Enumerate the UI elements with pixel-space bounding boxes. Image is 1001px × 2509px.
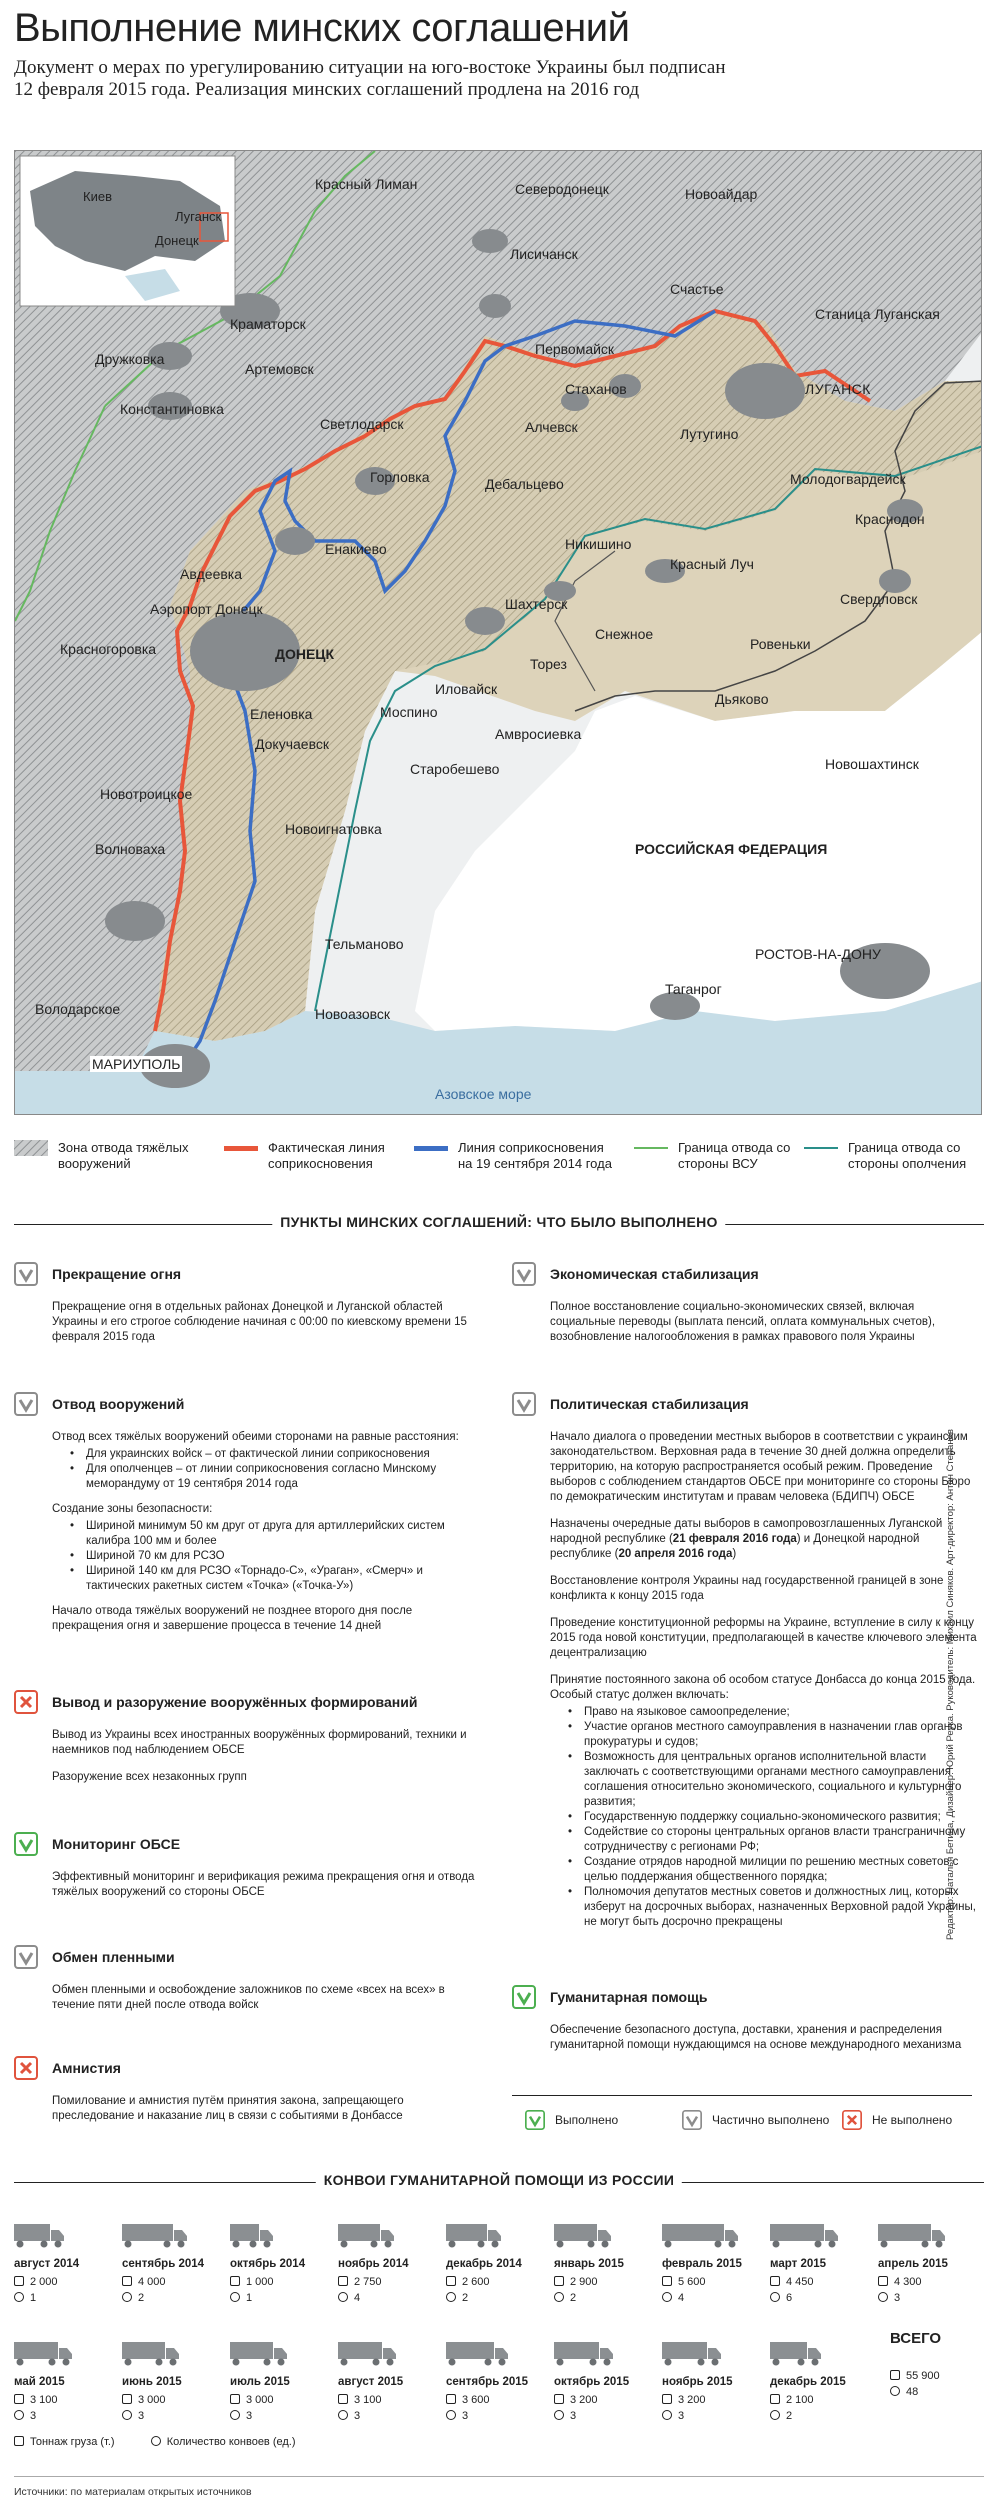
convoy-tons: 2 000 (14, 2276, 58, 2288)
status-partial-icon (14, 1262, 38, 1286)
city-label: Новоазовск (315, 1006, 391, 1022)
convoy-month: январь 2015 (554, 2258, 624, 2270)
convoy-month: октябрь 2015 (554, 2376, 630, 2388)
status-partial-icon (512, 1392, 536, 1416)
city-label: Артемовск (245, 361, 314, 377)
convoy-card (230, 2340, 330, 2424)
city-label: Аэропорт Донецк (150, 601, 263, 617)
convoy-count-icon (662, 2410, 672, 2420)
convoy-month: сентябрь 2015 (446, 2376, 529, 2388)
convoy-month: февраль 2015 (662, 2258, 742, 2270)
city-label: Иловайск (435, 681, 498, 697)
city-label: Краматорск (230, 316, 306, 332)
city-label: Таганрог (665, 981, 722, 997)
convoy-count: 4 (338, 2292, 360, 2304)
city-label: Авдеевка (180, 566, 243, 582)
convoy-tons: 2 100 (770, 2394, 814, 2406)
convoy-card (554, 2222, 654, 2306)
convoy-month: август 2014 (14, 2258, 80, 2270)
convoy-card (14, 2340, 114, 2424)
convoy-count: 3 (554, 2410, 576, 2422)
convoy-count: 2 (554, 2292, 576, 2304)
tonnage-icon (446, 2276, 456, 2286)
city-label: Дебальцево (485, 476, 564, 492)
truck-icon (14, 2222, 64, 2248)
convoy-card (554, 2340, 654, 2424)
convoy-month: май 2015 (14, 2376, 65, 2388)
convoy-tons: 3 100 (14, 2394, 58, 2406)
convoy-count-icon (446, 2292, 456, 2302)
status-not-done-icon (14, 2056, 38, 2080)
city-label: Свердловск (840, 591, 918, 607)
convoys-section-header: КОНВОИ ГУМАНИТАРНОЙ ПОМОЩИ ИЗ РОССИИ (14, 2172, 984, 2192)
status-legend-divider (512, 2095, 972, 2096)
convoy-card (338, 2222, 438, 2306)
hatch-swatch-icon (14, 1140, 48, 1156)
convoy-count: 1 (230, 2292, 252, 2304)
truck-icon (230, 2222, 273, 2248)
convoy-count: 2 (122, 2292, 144, 2304)
convoy-card (338, 2340, 438, 2424)
convoy-count-icon (554, 2292, 564, 2302)
city-label: Моспино (380, 704, 438, 720)
convoy-tons: 1 000 (230, 2276, 274, 2288)
tonnage-icon (230, 2276, 240, 2286)
map-canvas (15, 151, 982, 1115)
status-partial-icon (512, 1262, 536, 1286)
tonnage-icon (122, 2394, 132, 2404)
convoy-card (14, 2222, 114, 2306)
page-subtitle: Документ о мерах по урегулированию ситуации на юго-востоке Украины был подписан 12 февраля 2015 года. Реализация минских соглашений продлена на 2016 год (14, 57, 726, 100)
convoy-count: 2 (446, 2292, 468, 2304)
convoy-tons: 4 300 (878, 2276, 922, 2288)
convoy-count: 3 (338, 2410, 360, 2422)
city-label: Станица Луганская (815, 306, 940, 322)
city-label: Снежное (595, 626, 654, 642)
convoy-card (662, 2340, 762, 2424)
city-label: ЛУГАНСК (805, 381, 871, 397)
tonnage-icon (554, 2276, 564, 2286)
convoy-month: апрель 2015 (878, 2258, 948, 2270)
convoy-month: октябрь 2014 (230, 2258, 306, 2270)
convoy-count-icon (122, 2410, 132, 2420)
teal-line-swatch-icon (804, 1147, 838, 1149)
page-title: Выполнение минских соглашений (14, 6, 630, 50)
source-note: Источники: по материалам открытых источников (14, 2486, 252, 2498)
city-label: Горловка (370, 469, 430, 485)
convoy-tons: 3 200 (662, 2394, 706, 2406)
city-label: Новоигнатовка (285, 821, 382, 837)
map (14, 150, 982, 1115)
convoy-count: 6 (770, 2292, 792, 2304)
tonnage-icon (338, 2394, 348, 2404)
convoy-tons: 5 600 (662, 2276, 706, 2288)
city-label: Алчевск (525, 419, 578, 435)
convoy-legend: Тоннаж груза (т.) Количество конвоев (ед.) (14, 2436, 296, 2448)
city-label: Дьяково (715, 691, 769, 707)
convoy-card (662, 2222, 762, 2306)
convoy-tons: 4 000 (122, 2276, 166, 2288)
convoy-count: 3 (122, 2410, 144, 2422)
tonnage-icon (878, 2276, 888, 2286)
points-section-header: ПУНКТЫ МИНСКИХ СОГЛАШЕНИЙ: ЧТО БЫЛО ВЫПОЛНЕНО (14, 1214, 984, 1234)
convoy-count-icon (878, 2292, 888, 2302)
convoy-card (230, 2222, 330, 2306)
tonnage-icon (662, 2276, 672, 2286)
city-label: Красный Лиман (315, 176, 418, 192)
truck-icon (770, 2222, 838, 2248)
status-done-icon (14, 1832, 38, 1856)
truck-icon (446, 2222, 501, 2248)
city-label: Володарское (35, 1001, 121, 1017)
city-label: Енакиево (325, 541, 387, 557)
city-label: Молодогвардейск (790, 471, 906, 487)
convoy-card (878, 2222, 978, 2306)
tonnage-icon (446, 2394, 456, 2404)
convoy-count-icon (554, 2410, 564, 2420)
convoy-tons: 2 600 (446, 2276, 490, 2288)
inset-label-donetsk: Донецк (155, 233, 199, 248)
city-label: Докучаевск (255, 736, 329, 752)
city-label: Тельманово (325, 936, 404, 952)
city-label: Торез (530, 656, 567, 672)
convoy-count: 3 (662, 2410, 684, 2422)
convoy-tons: 3 000 (230, 2394, 274, 2406)
city-label: Лисичанск (510, 246, 578, 262)
convoy-count: 3 (14, 2410, 36, 2422)
truck-icon (554, 2222, 611, 2248)
convoy-count-icon (151, 2436, 161, 2446)
city-label: РОСТОВ-НА-ДОНУ (755, 946, 881, 962)
status-partial-icon (14, 1945, 38, 1969)
convoy-count: 1 (14, 2292, 36, 2304)
city-label: Красный Луч (670, 556, 754, 572)
city-label: Новотроицкое (100, 786, 193, 802)
city-label: Северодонецк (515, 181, 609, 197)
green-line-swatch-icon (634, 1147, 668, 1149)
city-label: Константиновка (120, 401, 224, 417)
convoy-month: август 2015 (338, 2376, 404, 2388)
country-label: РОССИЙСКАЯ ФЕДЕРАЦИЯ (635, 841, 828, 857)
status-done-icon (512, 1985, 536, 2009)
tonnage-icon (890, 2370, 900, 2380)
tonnage-icon (770, 2276, 780, 2286)
convoy-count-icon (230, 2292, 240, 2302)
convoy-count-icon (890, 2386, 900, 2396)
convoy-count: 4 (662, 2292, 684, 2304)
convoy-count-icon (662, 2292, 672, 2302)
convoy-card (122, 2340, 222, 2424)
truck-icon (338, 2340, 396, 2366)
red-line-swatch-icon (224, 1146, 258, 1151)
tonnage-icon (662, 2394, 672, 2404)
convoy-count-icon (770, 2410, 780, 2420)
city-label: Счастье (670, 281, 724, 297)
convoy-count-icon (446, 2410, 456, 2420)
convoy-month: сентябрь 2014 (122, 2258, 205, 2270)
convoy-month: март 2015 (770, 2258, 827, 2270)
convoy-card (446, 2340, 546, 2424)
city-label: Еленовка (250, 706, 313, 722)
status-done-icon (525, 2110, 545, 2130)
convoy-count: 2 (770, 2410, 792, 2422)
convoy-count: 3 (878, 2292, 900, 2304)
inset-label-kiev: Киев (83, 189, 112, 204)
status-not-done-icon (842, 2110, 862, 2130)
convoy-card (446, 2222, 546, 2306)
truck-icon (770, 2340, 821, 2366)
truck-icon (338, 2222, 394, 2248)
convoy-tons: 3 100 (338, 2394, 382, 2406)
convoy-count-icon (338, 2410, 348, 2420)
convoy-count: 3 (230, 2410, 252, 2422)
truck-icon (122, 2222, 187, 2248)
city-label: Шахтерск (505, 596, 568, 612)
convoy-card (770, 2222, 870, 2306)
convoy-card (770, 2340, 870, 2424)
map-legend: Зона отвода тяжёлых вооружений Фактическая линия соприкосновения Линия соприкосновения на 19 сентября 2014 года Граница отвода со стороны ВСУ Граница отвода со стороны ополчения (14, 1140, 984, 1180)
city-label: Первомайск (535, 341, 615, 357)
tonnage-icon (230, 2394, 240, 2404)
city-label: Новошахтинск (825, 756, 919, 772)
convoy-tons: 2 750 (338, 2276, 382, 2288)
city-label: Амвросиевка (495, 726, 582, 742)
city-label: Стаханов (565, 381, 627, 397)
status-not-done-icon (14, 1690, 38, 1714)
city-label: Красногоровка (60, 641, 157, 657)
tonnage-icon (14, 2436, 24, 2446)
convoy-tons: 3 200 (554, 2394, 598, 2406)
tonnage-icon (770, 2394, 780, 2404)
truck-icon (554, 2340, 613, 2366)
convoy-count-icon (122, 2292, 132, 2302)
city-label: ДОНЕЦК (275, 646, 335, 662)
tonnage-icon (14, 2394, 24, 2404)
city-label: Ровеньки (750, 636, 811, 652)
convoy-month: ноябрь 2015 (662, 2376, 733, 2388)
city-label: Лутугино (680, 426, 739, 442)
city-label: Волноваха (95, 841, 166, 857)
truck-icon (662, 2340, 721, 2366)
convoy-tons: 3 600 (446, 2394, 490, 2406)
truck-icon (230, 2340, 287, 2366)
city-label: МАРИУПОЛЬ (92, 1056, 181, 1072)
city-label: Светлодарск (320, 416, 404, 432)
convoy-month: июнь 2015 (122, 2376, 182, 2388)
convoy-card (122, 2222, 222, 2306)
convoy-tons: 3 000 (122, 2394, 166, 2406)
convoy-tons: 4 450 (770, 2276, 814, 2288)
sea-label: Азовское море (435, 1086, 532, 1102)
convoy-month: декабрь 2014 (446, 2258, 522, 2270)
convoy-count-icon (14, 2410, 24, 2420)
truck-icon (122, 2340, 179, 2366)
convoy-month: декабрь 2015 (770, 2376, 846, 2388)
convoy-count-icon (14, 2292, 24, 2302)
convoy-tons: 2 900 (554, 2276, 598, 2288)
convoy-count-icon (770, 2292, 780, 2302)
truck-icon (662, 2222, 738, 2248)
city-label: Никишино (565, 536, 632, 552)
convoy-month: июль 2015 (230, 2376, 290, 2388)
city-label: Краснодон (855, 511, 925, 527)
tonnage-icon (554, 2394, 564, 2404)
header (14, 6, 984, 101)
blue-line-swatch-icon (414, 1146, 448, 1151)
inset-label-lugansk: Луганск (175, 209, 222, 224)
truck-icon (14, 2340, 72, 2366)
city-label: Дружковка (95, 351, 165, 367)
convoy-count-icon (230, 2410, 240, 2420)
credits: Редактор: Наталья Бетина, Дизайнер: Юрий Реука. Руководитель: Михаил Синяков. Арт-директор: Антон Степанов (945, 1429, 956, 1940)
tonnage-icon (122, 2276, 132, 2286)
tonnage-icon (14, 2276, 24, 2286)
status-partial-icon (682, 2110, 702, 2130)
city-label: Новоайдар (685, 186, 758, 202)
city-label: Старобешево (410, 761, 500, 777)
convoy-total: ВСЕГО 55 900 48 (890, 2330, 942, 2398)
truck-icon (446, 2340, 508, 2366)
tonnage-icon (338, 2276, 348, 2286)
status-partial-icon (14, 1392, 38, 1416)
truck-icon (878, 2222, 945, 2248)
convoy-count: 3 (446, 2410, 468, 2422)
convoy-count-icon (338, 2292, 348, 2302)
convoy-month: ноябрь 2014 (338, 2258, 409, 2270)
